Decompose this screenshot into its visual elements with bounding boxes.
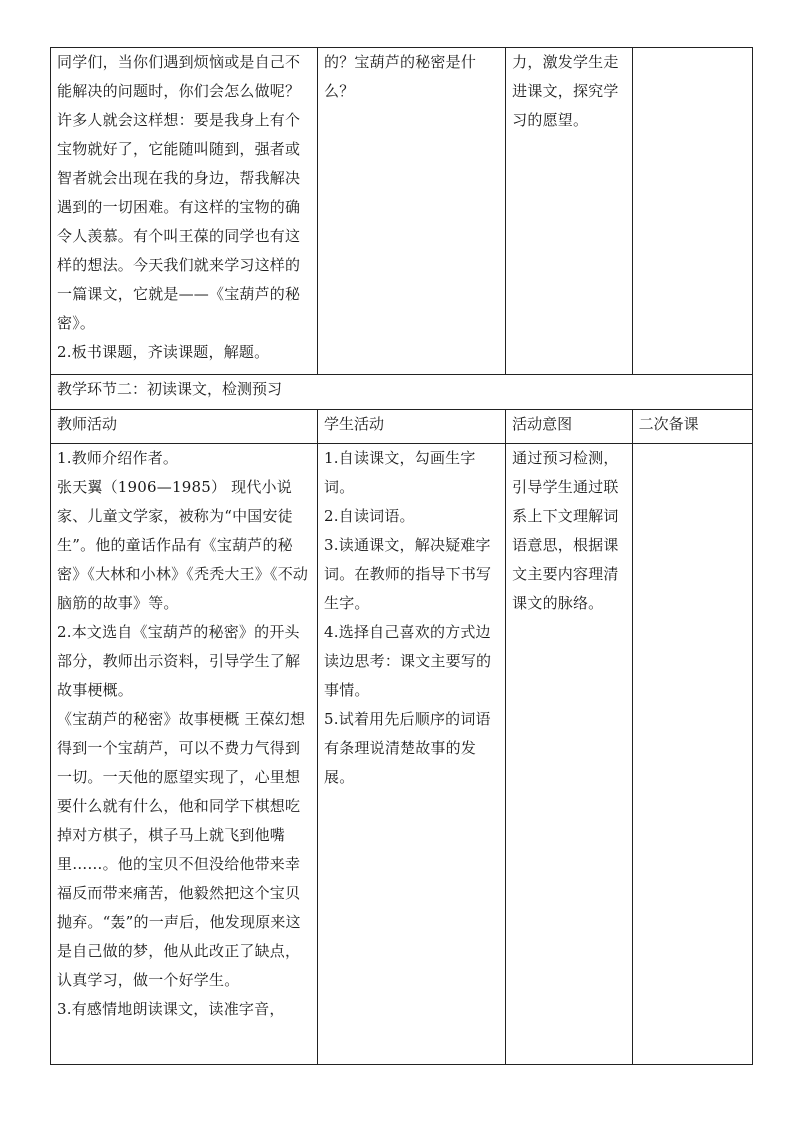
- lesson-plan-table: [50, 47, 753, 1065]
- paragraph: 同学们，当你们遇到烦恼或是自己不能解决的问题时，你们会怎么做呢？许多人就会这样想：要是我身上有个宝物就好了，它能随叫随到，强者或智者就会出现在我的身边，帮我解决遇到的一切困难。有这样的宝物的确令人羡慕。有个叫王葆的同学也有这样的想法。今天我们就来学习这样的一篇课文，它就是——《宝葫芦的秘密》。: [57, 53, 301, 332]
- student-activity-cell: [318, 48, 506, 375]
- table-header-row: [51, 410, 753, 444]
- header-activity-intent: 活动意图: [506, 410, 632, 444]
- paragraph: 2.板书课题，齐读课题，解题。: [57, 343, 270, 361]
- paragraph: 张天翼（1906—1985） 现代小说家、儿童文学家，被称为“中国安徒生”。他的童话作品有《宝葫芦的秘密》《大林和小林》《秃秃大王》《不动脑筋的故事》等。: [57, 478, 309, 612]
- paragraph: 5.试着用先后顺序的词语有条理说清楚故事的发展。: [324, 710, 491, 786]
- paragraph: 3.读通课文，解决疑难字词。在教师的指导下书写生字。: [324, 536, 492, 612]
- teacher-activity-cell: [51, 444, 318, 1065]
- paragraph: 2.本文选自《宝葫芦的秘密》的开头部分，教师出示资料，引导学生了解故事梗概。: [57, 623, 301, 699]
- table-row: [51, 375, 753, 410]
- table-row: [51, 48, 753, 375]
- paragraph: 4.选择自己喜欢的方式边读边思考：课文主要写的事情。: [324, 623, 492, 699]
- teacher-activity-cell: [51, 48, 318, 375]
- paragraph: 力，激发学生走进课文，探究学习的愿望。: [512, 53, 619, 129]
- activity-intent-cell: [506, 48, 632, 375]
- paragraph: 通过预习检测，引导学生通过联系上下文理解词语意思，根据课文主要内容理清课文的脉络。: [512, 449, 619, 612]
- header-teacher-activity: 教师活动: [51, 410, 318, 444]
- paragraph: 2.自读词语。: [324, 507, 415, 525]
- header-second-preparation: 二次备课: [632, 410, 752, 444]
- table-row: [51, 444, 753, 1065]
- paragraph: 《宝葫芦的秘密》故事梗概 王葆幻想得到一个宝葫芦，可以不费力气得到一切。一天他的愿望实现了，心里想要什么就有什么，他和同学下棋想吃掉对方棋子，棋子马上就飞到他嘴里……。他的宝贝不但没给他带来幸福反而带来痛苦，他毅然把这个宝贝抛弃。“轰”的一声后，他发现原来这是自己做的梦，他从此改正了缺点，认真学习，做一个好学生。: [57, 710, 306, 989]
- paragraph: 的？宝葫芦的秘密是什么？: [324, 53, 477, 100]
- header-student-activity: 学生活动: [318, 410, 506, 444]
- paragraph: 3.有感情地朗读课文，读准字音，: [57, 1000, 285, 1018]
- activity-intent-cell: [506, 444, 632, 1065]
- section-title: 教学环节二：初读课文，检测预习: [51, 375, 753, 410]
- paragraph: 1.教师介绍作者。: [57, 449, 179, 467]
- second-preparation-cell: [632, 48, 752, 375]
- second-preparation-cell: [632, 444, 752, 1065]
- student-activity-cell: [318, 444, 506, 1065]
- paragraph: 1.自读课文，勾画生字词。: [324, 449, 476, 496]
